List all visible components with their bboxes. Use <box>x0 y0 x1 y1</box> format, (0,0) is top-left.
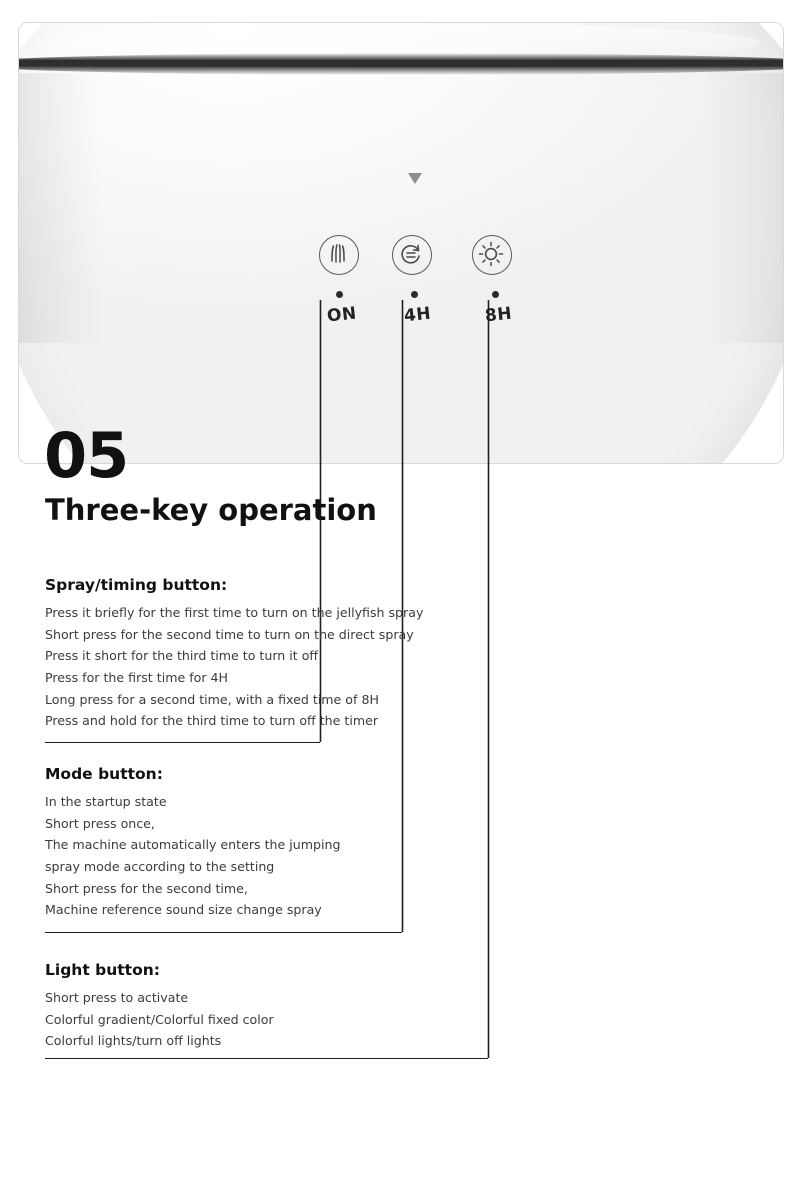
led-indicator-4h <box>411 291 418 298</box>
spray-mist-icon <box>320 236 356 272</box>
light-line-2: Colorful gradient/Colorful fixed color <box>45 1011 274 1027</box>
spray-timing-line-5: Long press for a second time, with a fixed time of 8H <box>45 691 379 707</box>
mode-block <box>45 765 465 921</box>
mode-line-5: Short press for the second time, <box>45 880 248 896</box>
mode-line-3: The machine automatically enters the jumping <box>45 837 341 853</box>
led-indicator-on <box>336 291 343 298</box>
section-title: Three-key operation <box>45 493 377 527</box>
led-label-4h: 4H <box>403 303 433 327</box>
light-block <box>45 961 465 1052</box>
led-label-on: ON <box>326 303 358 327</box>
spray-timing-block <box>45 576 465 732</box>
mode-line-6: Machine reference sound size change spray <box>45 902 322 918</box>
triangle-marker-icon <box>408 173 422 184</box>
spray-timing-line-1: Press it briefly for the first time to turn on the jellyfish spray <box>45 605 424 620</box>
product-photo <box>19 23 783 463</box>
light-heading: Light button: <box>45 961 160 979</box>
spray-timing-line-6: Press and hold for the third time to turn off the timer <box>45 713 379 729</box>
light-line-1: Short press to activate <box>45 990 189 1005</box>
mode-line-4: spray mode according to the setting <box>45 858 275 874</box>
led-indicator-8h <box>492 291 499 298</box>
mode-heading: Mode button: <box>45 765 163 783</box>
spray-timing-line-2: Short press for the second time to turn on the direct spray <box>45 626 414 642</box>
light-rule <box>45 1058 488 1059</box>
section-number: 05 <box>44 419 129 492</box>
mode-line-1: In the startup state <box>45 794 167 809</box>
spray-timing-rule <box>45 742 320 743</box>
light-button[interactable] <box>472 235 512 275</box>
spray-timing-line-4: Press for the first time for 4H <box>45 669 229 685</box>
body-right-shade <box>701 73 784 343</box>
light-line-3: Colorful lights/turn off lights <box>45 1033 222 1049</box>
body-left-shade <box>18 73 101 343</box>
light-sun-icon <box>473 236 509 272</box>
mode-cycle-icon <box>393 236 429 272</box>
mode-line-2: Short press once, <box>45 815 155 831</box>
cap-seam-line <box>18 63 784 67</box>
spray-timing-button[interactable] <box>319 235 359 275</box>
spray-timing-heading: Spray/timing button: <box>45 576 228 594</box>
mode-button[interactable] <box>392 235 432 275</box>
spray-timing-line-3: Press it short for the third time to turn it off <box>45 648 319 664</box>
mode-rule <box>45 932 402 933</box>
led-label-8h: 8H <box>484 303 514 327</box>
product-photo-panel <box>18 22 784 464</box>
